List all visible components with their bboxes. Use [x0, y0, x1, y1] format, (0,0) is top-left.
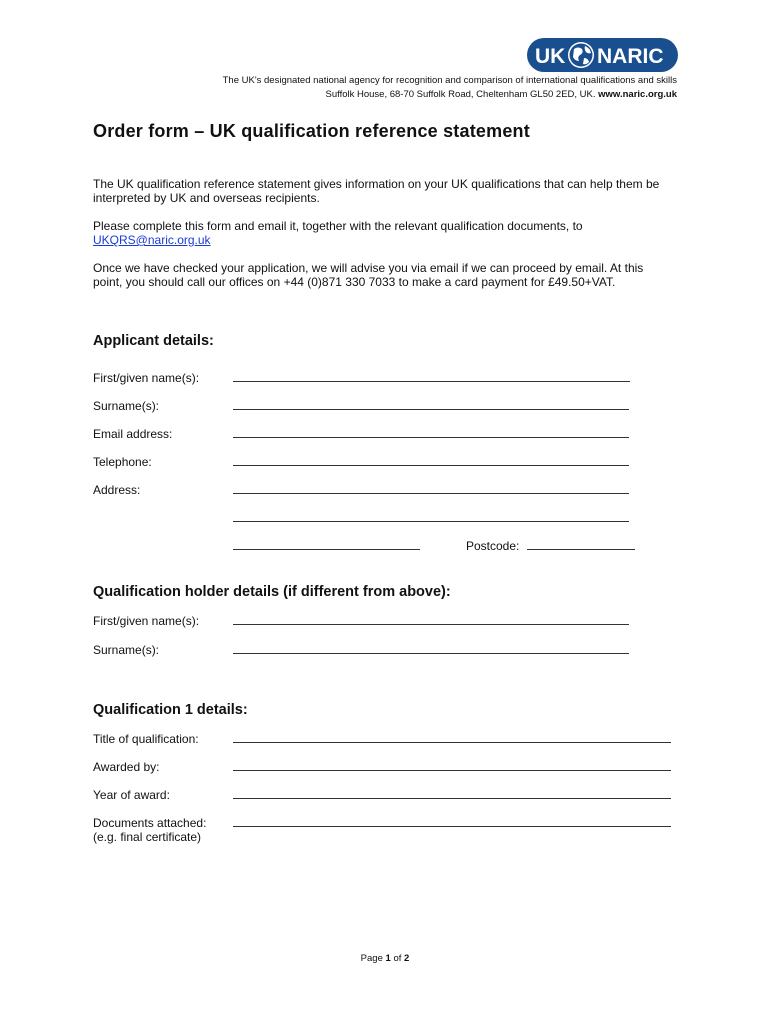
- applicant-email-field[interactable]: [233, 437, 629, 438]
- qualification-1-heading: Qualification 1 details:: [93, 702, 248, 718]
- postcode-label: Postcode:: [466, 539, 520, 553]
- tagline-line-2: [223, 88, 677, 102]
- page-footer: [0, 953, 770, 964]
- intro-paragraph-3: Once we have checked your application, we will advise you via email if we can proceed by email. At this point, you should call our offices on +44 (0)871 330 7033 to make a card payment for £49.50+VAT.: [93, 261, 644, 289]
- applicant-heading: Applicant details:: [93, 333, 214, 349]
- holder-heading: Qualification holder details (if different from above):: [93, 584, 451, 600]
- page-number: 1: [385, 953, 391, 964]
- email-link[interactable]: UKQRS@naric.org.uk: [93, 233, 211, 247]
- uk-naric-logo: [527, 38, 678, 72]
- year-of-award-label: Year of award:: [93, 788, 170, 802]
- logo-text-uk: UK: [535, 45, 566, 68]
- globe-icon: [568, 42, 594, 68]
- applicant-surname-field[interactable]: [233, 409, 629, 410]
- holder-surname-field[interactable]: [233, 653, 629, 654]
- of-word: of: [393, 953, 402, 964]
- tagline-line-1: The UK's designated national agency for recognition and comparison of international qualifications and skills: [222, 75, 677, 86]
- documents-attached-label: [93, 816, 206, 844]
- qualification-title-field[interactable]: [233, 742, 671, 743]
- documents-attached-text: Documents attached:: [93, 816, 207, 830]
- awarded-by-label: Awarded by:: [93, 760, 160, 774]
- year-of-award-field[interactable]: [233, 798, 671, 799]
- page-title: Order form – UK qualification reference statement: [93, 121, 530, 141]
- applicant-address-field-line-2[interactable]: [233, 521, 629, 522]
- holder-surname-label: Surname(s):: [93, 643, 160, 657]
- intro-paragraph-1: The UK qualification reference statement gives information on your UK qualifications that can help them be interpreted by UK and overseas recipients.: [93, 177, 660, 205]
- holder-first-name-field[interactable]: [233, 624, 629, 625]
- applicant-surname-label: Surname(s):: [93, 399, 160, 413]
- awarded-by-field[interactable]: [233, 770, 671, 771]
- qualification-title-label: Title of qualification:: [93, 732, 199, 746]
- applicant-telephone-label: Telephone:: [93, 455, 152, 469]
- applicant-address-field-line-3[interactable]: [233, 549, 420, 550]
- address-text: Suffolk House, 68-70 Suffolk Road, Cheltenham GL50 2ED, UK.: [325, 89, 596, 100]
- applicant-first-name-field[interactable]: [233, 381, 630, 382]
- applicant-address-field-line-1[interactable]: [233, 493, 629, 494]
- postcode-field[interactable]: [527, 549, 635, 550]
- page-total: 2: [404, 953, 410, 964]
- page-word: Page: [360, 953, 383, 964]
- documents-attached-hint: (e.g. final certificate): [93, 830, 202, 844]
- intro-paragraph-2-text: Please complete this form and email it, together with the relevant qualification documents, to: [93, 219, 583, 233]
- holder-first-name-label: First/given name(s):: [93, 614, 200, 628]
- intro-paragraph-2: [93, 219, 673, 247]
- documents-attached-field[interactable]: [233, 826, 671, 827]
- applicant-first-name-label: First/given name(s):: [93, 371, 200, 385]
- applicant-telephone-field[interactable]: [233, 465, 629, 466]
- website-link[interactable]: www.naric.org.uk: [598, 89, 677, 100]
- header-tagline: [223, 74, 677, 102]
- logo-text-naric: NARIC: [597, 45, 664, 68]
- applicant-address-label: Address:: [93, 483, 141, 497]
- applicant-email-label: Email address:: [93, 427, 173, 441]
